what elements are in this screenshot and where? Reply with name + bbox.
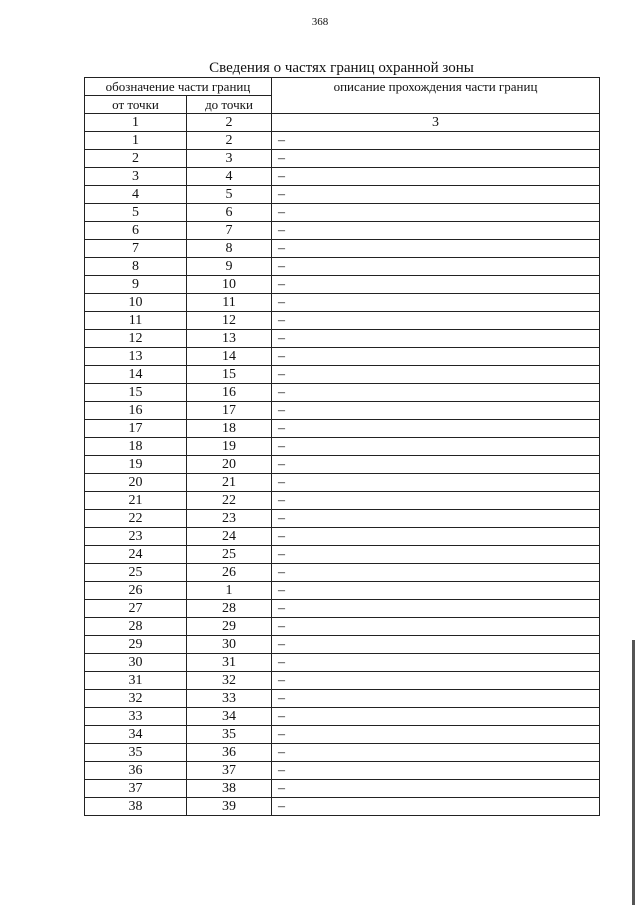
description-cell: – [272, 546, 600, 564]
column-index-row [85, 114, 600, 132]
group-header: обозначение части границ [85, 78, 272, 96]
table-row [85, 492, 600, 510]
from-point-cell: 18 [85, 438, 187, 456]
table-row [85, 564, 600, 582]
description-cell: – [272, 690, 600, 708]
table-row [85, 528, 600, 546]
table-row [85, 672, 600, 690]
from-point-cell: 29 [85, 636, 187, 654]
to-point-cell: 23 [187, 510, 272, 528]
description-cell: – [272, 780, 600, 798]
to-point-cell: 26 [187, 564, 272, 582]
description-cell: – [272, 744, 600, 762]
to-point-cell: 5 [187, 186, 272, 204]
description-cell: – [272, 654, 600, 672]
description-cell: – [272, 510, 600, 528]
to-point-cell: 18 [187, 420, 272, 438]
description-cell: – [272, 222, 600, 240]
to-point-cell: 30 [187, 636, 272, 654]
table-row [85, 132, 600, 150]
table-row [85, 222, 600, 240]
to-point-cell: 12 [187, 312, 272, 330]
description-cell: – [272, 762, 600, 780]
table-row [85, 312, 600, 330]
from-point-cell: 5 [85, 204, 187, 222]
description-cell: – [272, 240, 600, 258]
table-row [85, 600, 600, 618]
from-point-cell: 28 [85, 618, 187, 636]
table-row [85, 258, 600, 276]
to-point-cell: 3 [187, 150, 272, 168]
from-point-cell: 35 [85, 744, 187, 762]
from-point-cell: 10 [85, 294, 187, 312]
from-point-cell: 1 [85, 132, 187, 150]
description-cell: – [272, 150, 600, 168]
table-row [85, 420, 600, 438]
description-cell: – [272, 474, 600, 492]
to-point-cell: 2 [187, 132, 272, 150]
description-cell: – [272, 168, 600, 186]
table-row [85, 240, 600, 258]
header-row-group [85, 78, 600, 96]
to-point-cell: 16 [187, 384, 272, 402]
table-row [85, 654, 600, 672]
table-row [85, 690, 600, 708]
from-point-cell: 20 [85, 474, 187, 492]
to-point-cell: 7 [187, 222, 272, 240]
from-point-cell: 2 [85, 150, 187, 168]
description-cell: – [272, 204, 600, 222]
from-point-cell: 3 [85, 168, 187, 186]
to-point-cell: 15 [187, 366, 272, 384]
from-point-cell: 37 [85, 780, 187, 798]
table-row [85, 276, 600, 294]
to-point-cell: 38 [187, 780, 272, 798]
description-cell: – [272, 276, 600, 294]
table-row [85, 798, 600, 816]
to-point-cell: 11 [187, 294, 272, 312]
to-point-cell: 31 [187, 654, 272, 672]
from-point-header: от точки [85, 96, 187, 114]
description-cell: – [272, 294, 600, 312]
description-cell: – [272, 438, 600, 456]
table-row [85, 726, 600, 744]
to-point-cell: 20 [187, 456, 272, 474]
to-point-cell: 1 [187, 582, 272, 600]
from-point-cell: 6 [85, 222, 187, 240]
from-point-cell: 30 [85, 654, 187, 672]
description-cell: – [272, 582, 600, 600]
from-point-cell: 38 [85, 798, 187, 816]
from-point-cell: 26 [85, 582, 187, 600]
description-cell: – [272, 330, 600, 348]
from-point-cell: 24 [85, 546, 187, 564]
table-row [85, 294, 600, 312]
description-cell: – [272, 384, 600, 402]
table-row [85, 150, 600, 168]
table-row [85, 474, 600, 492]
from-point-cell: 11 [85, 312, 187, 330]
description-cell: – [272, 618, 600, 636]
to-point-cell: 24 [187, 528, 272, 546]
table-row [85, 384, 600, 402]
description-header: описание прохождения части границ [272, 78, 600, 114]
to-point-cell: 8 [187, 240, 272, 258]
to-point-cell: 39 [187, 798, 272, 816]
to-point-header: до точки [187, 96, 272, 114]
to-point-cell: 17 [187, 402, 272, 420]
from-point-cell: 12 [85, 330, 187, 348]
description-cell: – [272, 636, 600, 654]
table-row [85, 744, 600, 762]
column-index-2: 2 [187, 114, 272, 132]
to-point-cell: 33 [187, 690, 272, 708]
table-row [85, 402, 600, 420]
from-point-cell: 9 [85, 276, 187, 294]
from-point-cell: 21 [85, 492, 187, 510]
page-number: 368 [311, 16, 329, 28]
to-point-cell: 10 [187, 276, 272, 294]
table-row [85, 438, 600, 456]
table-row [85, 168, 600, 186]
to-point-cell: 34 [187, 708, 272, 726]
description-cell: – [272, 708, 600, 726]
to-point-cell: 28 [187, 600, 272, 618]
description-cell: – [272, 348, 600, 366]
from-point-cell: 19 [85, 456, 187, 474]
from-point-cell: 4 [85, 186, 187, 204]
description-cell: – [272, 420, 600, 438]
description-cell: – [272, 132, 600, 150]
from-point-cell: 8 [85, 258, 187, 276]
table-row [85, 780, 600, 798]
to-point-cell: 29 [187, 618, 272, 636]
from-point-cell: 25 [85, 564, 187, 582]
description-cell: – [272, 492, 600, 510]
description-cell: – [272, 564, 600, 582]
table-row [85, 546, 600, 564]
from-point-cell: 22 [85, 510, 187, 528]
to-point-cell: 22 [187, 492, 272, 510]
column-index-3: 3 [272, 114, 600, 132]
table-title: Сведения о частях границ охранной зоны [209, 60, 474, 76]
from-point-cell: 15 [85, 384, 187, 402]
to-point-cell: 6 [187, 204, 272, 222]
table-row [85, 762, 600, 780]
from-point-cell: 23 [85, 528, 187, 546]
to-point-cell: 14 [187, 348, 272, 366]
table-row [85, 186, 600, 204]
to-point-cell: 19 [187, 438, 272, 456]
table-row [85, 510, 600, 528]
from-point-cell: 36 [85, 762, 187, 780]
from-point-cell: 14 [85, 366, 187, 384]
table-row [85, 708, 600, 726]
from-point-cell: 33 [85, 708, 187, 726]
boundary-parts-table [84, 77, 600, 816]
column-index-1: 1 [85, 114, 187, 132]
description-cell: – [272, 456, 600, 474]
table-row [85, 636, 600, 654]
description-cell: – [272, 366, 600, 384]
to-point-cell: 25 [187, 546, 272, 564]
to-point-cell: 37 [187, 762, 272, 780]
from-point-cell: 31 [85, 672, 187, 690]
description-cell: – [272, 798, 600, 816]
to-point-cell: 36 [187, 744, 272, 762]
to-point-cell: 13 [187, 330, 272, 348]
to-point-cell: 35 [187, 726, 272, 744]
from-point-cell: 17 [85, 420, 187, 438]
table-row [85, 348, 600, 366]
description-cell: – [272, 726, 600, 744]
scan-edge-shadow [632, 640, 635, 905]
description-cell: – [272, 258, 600, 276]
from-point-cell: 16 [85, 402, 187, 420]
to-point-cell: 9 [187, 258, 272, 276]
description-cell: – [272, 312, 600, 330]
description-cell: – [272, 186, 600, 204]
to-point-cell: 32 [187, 672, 272, 690]
table-row [85, 330, 600, 348]
table-row [85, 618, 600, 636]
table-row [85, 204, 600, 222]
description-cell: – [272, 528, 600, 546]
table-row [85, 582, 600, 600]
from-point-cell: 34 [85, 726, 187, 744]
from-point-cell: 32 [85, 690, 187, 708]
description-cell: – [272, 402, 600, 420]
from-point-cell: 13 [85, 348, 187, 366]
table-row [85, 366, 600, 384]
from-point-cell: 7 [85, 240, 187, 258]
to-point-cell: 21 [187, 474, 272, 492]
to-point-cell: 4 [187, 168, 272, 186]
from-point-cell: 27 [85, 600, 187, 618]
description-cell: – [272, 600, 600, 618]
description-cell: – [272, 672, 600, 690]
table-row [85, 456, 600, 474]
